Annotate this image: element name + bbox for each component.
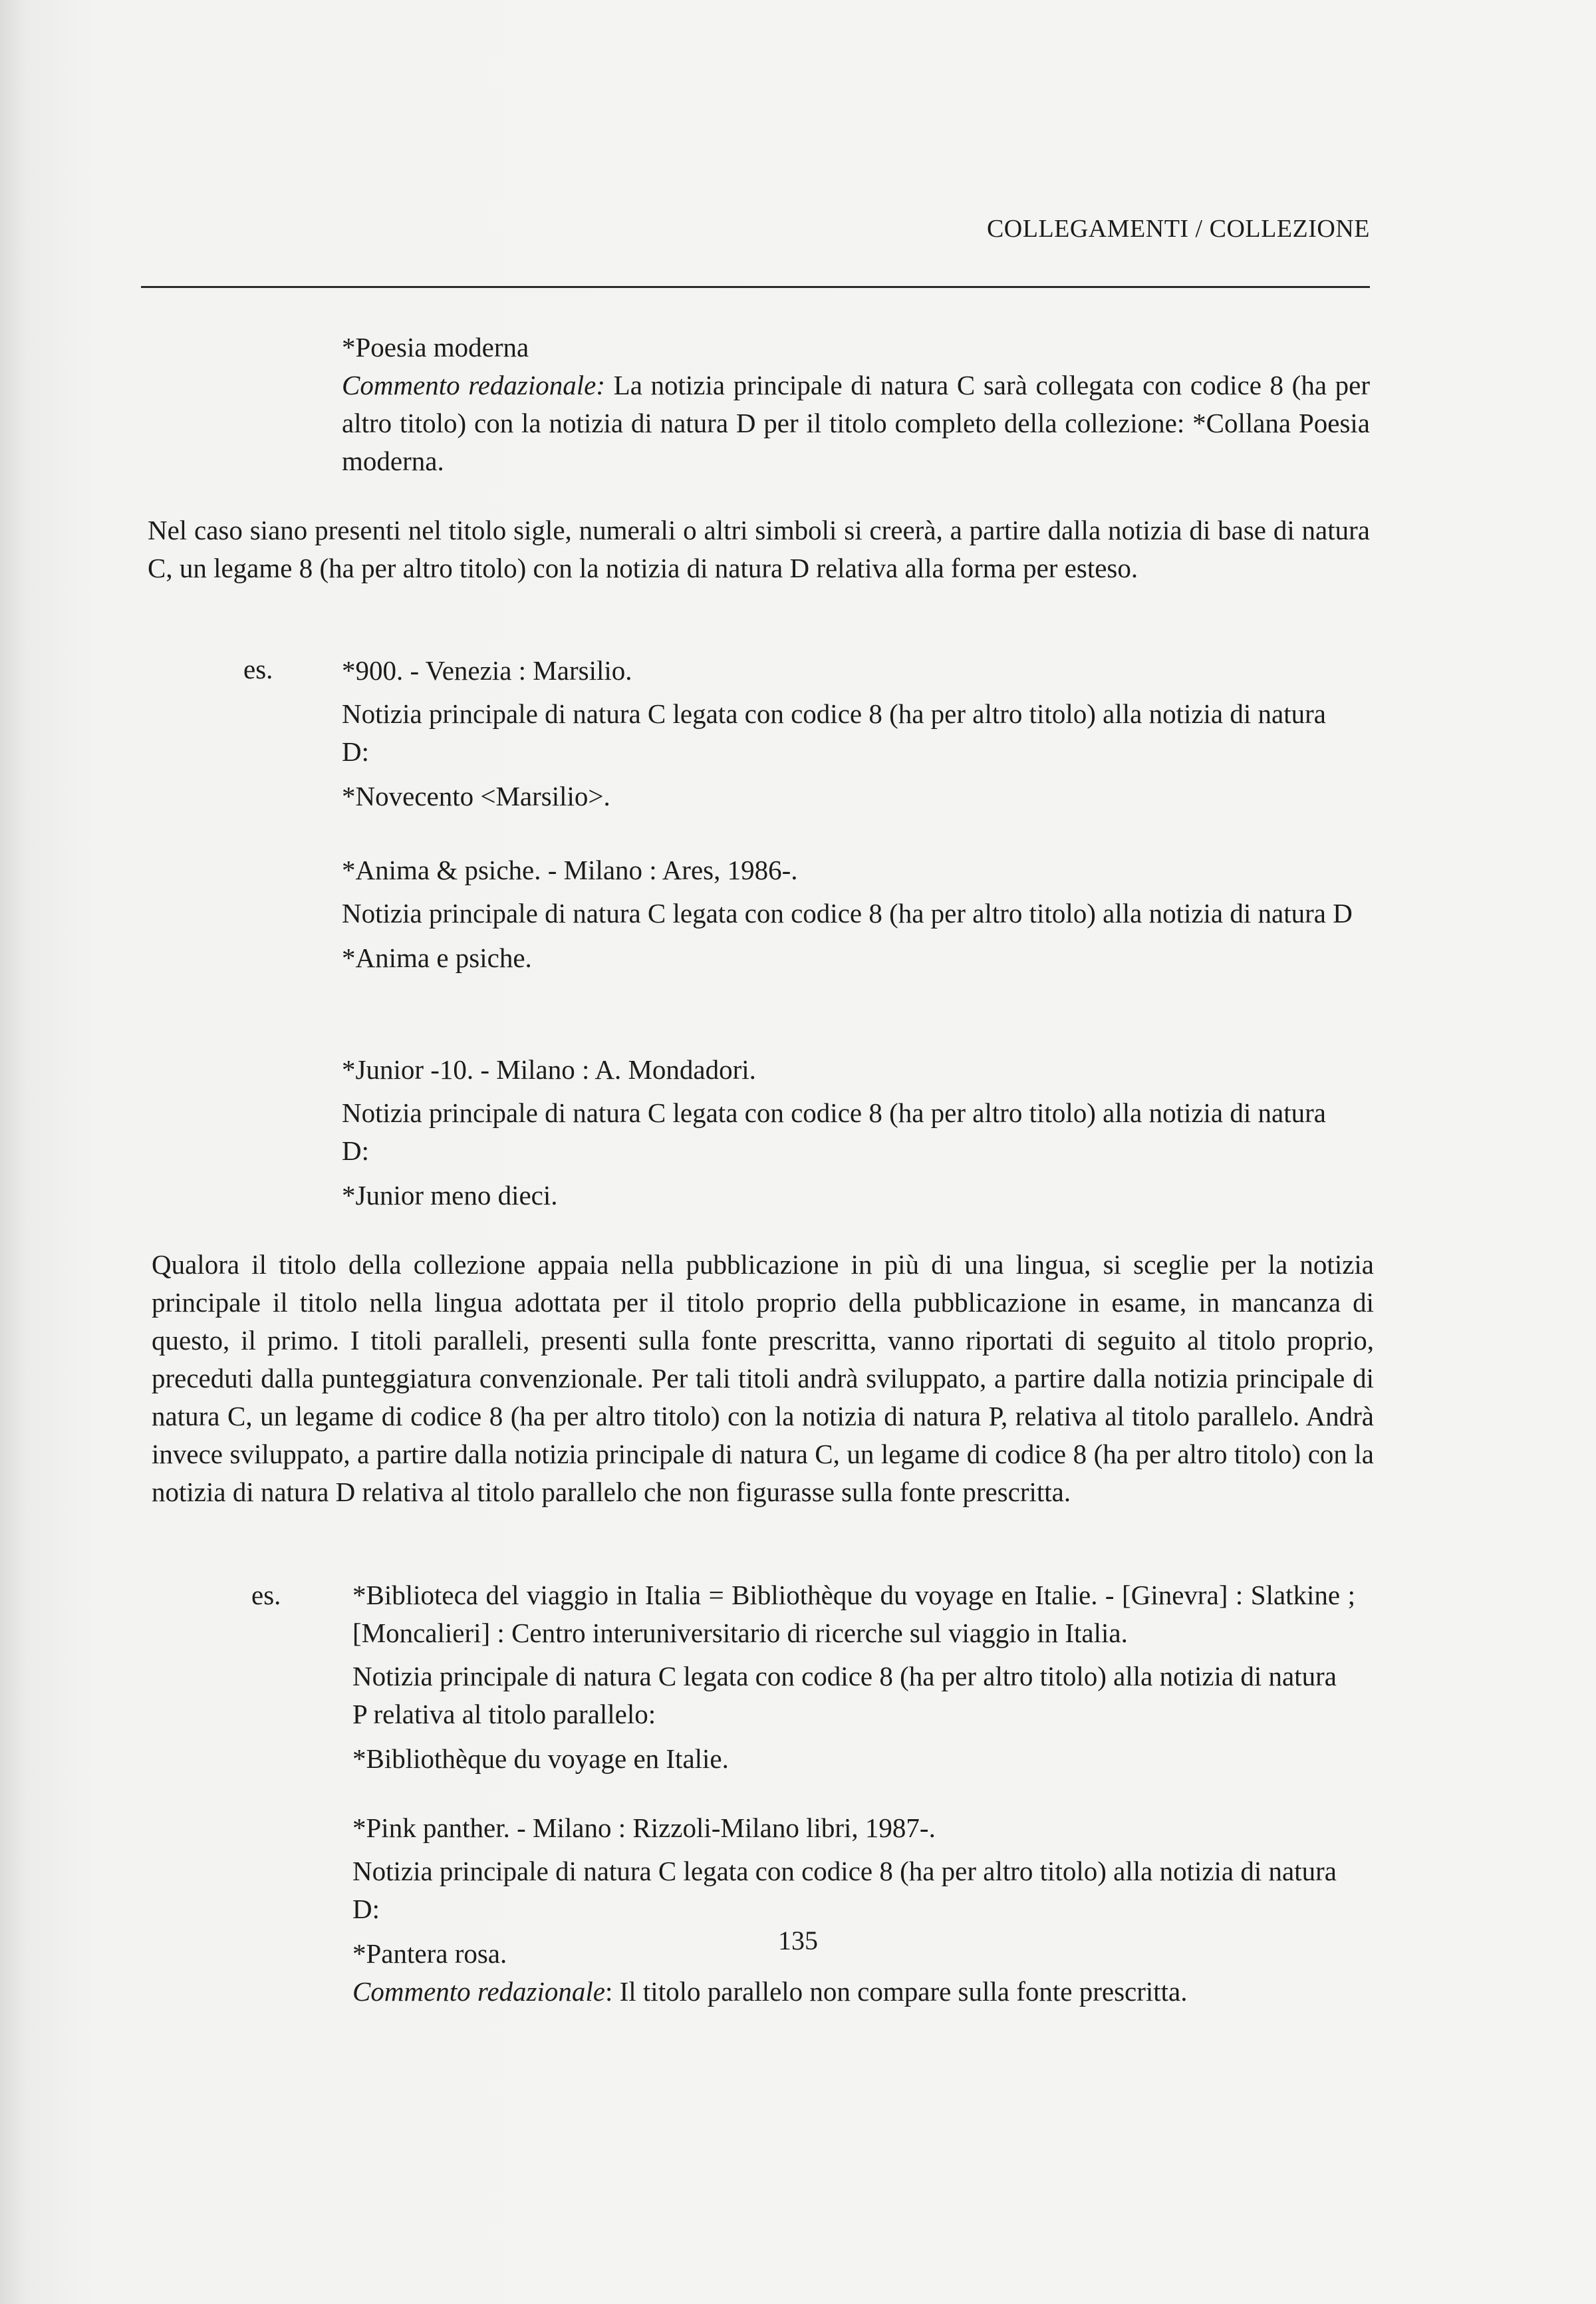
editorial-comment — [352, 1973, 1355, 2011]
example-label: es. — [251, 1580, 281, 1610]
running-header: COLLEGAMENTI / COLLEZIONE — [986, 215, 1370, 243]
example-note: Notizia principale di natura C legata con codice 8 (ha per altro titolo) alla notizia di natura D — [342, 898, 1353, 929]
comment-label: Commento redazionale: — [342, 370, 606, 400]
example-target: *Pantera rosa. — [352, 1938, 507, 1969]
paragraph-parallel-titles: Qualora il titolo della collezione appaia nella pubblicazione in più di una lingua, si sceglie per la notizia principale il titolo nella lingua adottata per il titolo proprio della pubblicazione in esame, in mancanza di questo, il primo. I titoli paralleli, presenti sulla fonte prescritta, vanno riportati di seguito al titolo proprio, preceduti dalla punteggiatura convenzionale. Per tali titoli andrà sviluppato, a partire dalla notizia principale di natura C, un legame di codice 8 (ha per altro titolo) con la notizia di natura P, relativa al titolo parallelo. Andrà invece sviluppato, a partire dalla notizia principale di natura C, un legame di codice 8 (ha per altro titolo) con la notizia di natura D relativa al titolo parallelo che non figurasse sulla fonte prescritta. — [152, 1249, 1374, 1507]
example-title: *Biblioteca del viaggio in Italia = Bibliothèque du voyage en Italie. - [Ginevra] : Slatkine ; [Moncalieri] : Centro interuniversitario di ricerche sul viaggio in Italia. — [352, 1580, 1355, 1648]
example-item — [342, 851, 1353, 977]
example-note: Notizia principale di natura C legata con codice 8 (ha per altro titolo) alla notizia di natura D: — [352, 1856, 1337, 1924]
header-rule — [141, 286, 1370, 288]
comment-text: La notizia principale di natura C sarà collegata con codice 8 (ha per altro titolo) con la notizia di natura D per il titolo completo della collezione: *Collana Poesia moderna. — [342, 370, 1371, 476]
example-target: *Bibliothèque du voyage en Italie. — [352, 1743, 729, 1774]
page-number: 135 — [778, 1926, 818, 1955]
collection-title-block — [342, 329, 1370, 480]
example-note: Notizia principale di natura C legata con codice 8 (ha per altro titolo) alla notizia di natura D: — [342, 698, 1326, 767]
editorial-comment — [342, 366, 1370, 480]
example-title: *Anima & psiche. - Milano : Ares, 1986-. — [342, 855, 798, 885]
example-item — [342, 1051, 1353, 1215]
example-note: Notizia principale di natura C legata con codice 8 (ha per altro titolo) alla notizia di natura P relativa al titolo parallelo: — [352, 1661, 1337, 1729]
comment-text: : Il titolo parallelo non compare sulla fonte prescritta. — [604, 1976, 1188, 2007]
example-title: *Pink panther. - Milano : Rizzoli-Milano libri, 1987-. — [352, 1812, 936, 1843]
example-target: *Junior meno dieci. — [342, 1180, 558, 1211]
example-note: Notizia principale di natura C legata con codice 8 (ha per altro titolo) alla notizia di natura D: — [342, 1097, 1326, 1166]
comment-label: Commento redazionale — [352, 1976, 605, 2007]
example-title: *Junior -10. - Milano : A. Mondadori. — [342, 1054, 756, 1085]
example-target: *Novecento <Marsilio>. — [342, 781, 610, 811]
example-item — [352, 1809, 1355, 2011]
example-label: es. — [243, 654, 273, 684]
collection-title: *Poesia moderna — [342, 332, 529, 362]
paragraph-sigle: Nel caso siano presenti nel titolo sigle, numerali o altri simboli si creerà, a partire dalla notizia di base di natura C, un legame 8 (ha per altro titolo) con la notizia di natura D relativa alla forma per esteso. — [148, 515, 1370, 583]
example-item — [342, 652, 1353, 815]
example-target: *Anima e psiche. — [342, 942, 532, 973]
example-item — [352, 1576, 1355, 1778]
example-title: *900. - Venezia : Marsilio. — [342, 655, 632, 686]
